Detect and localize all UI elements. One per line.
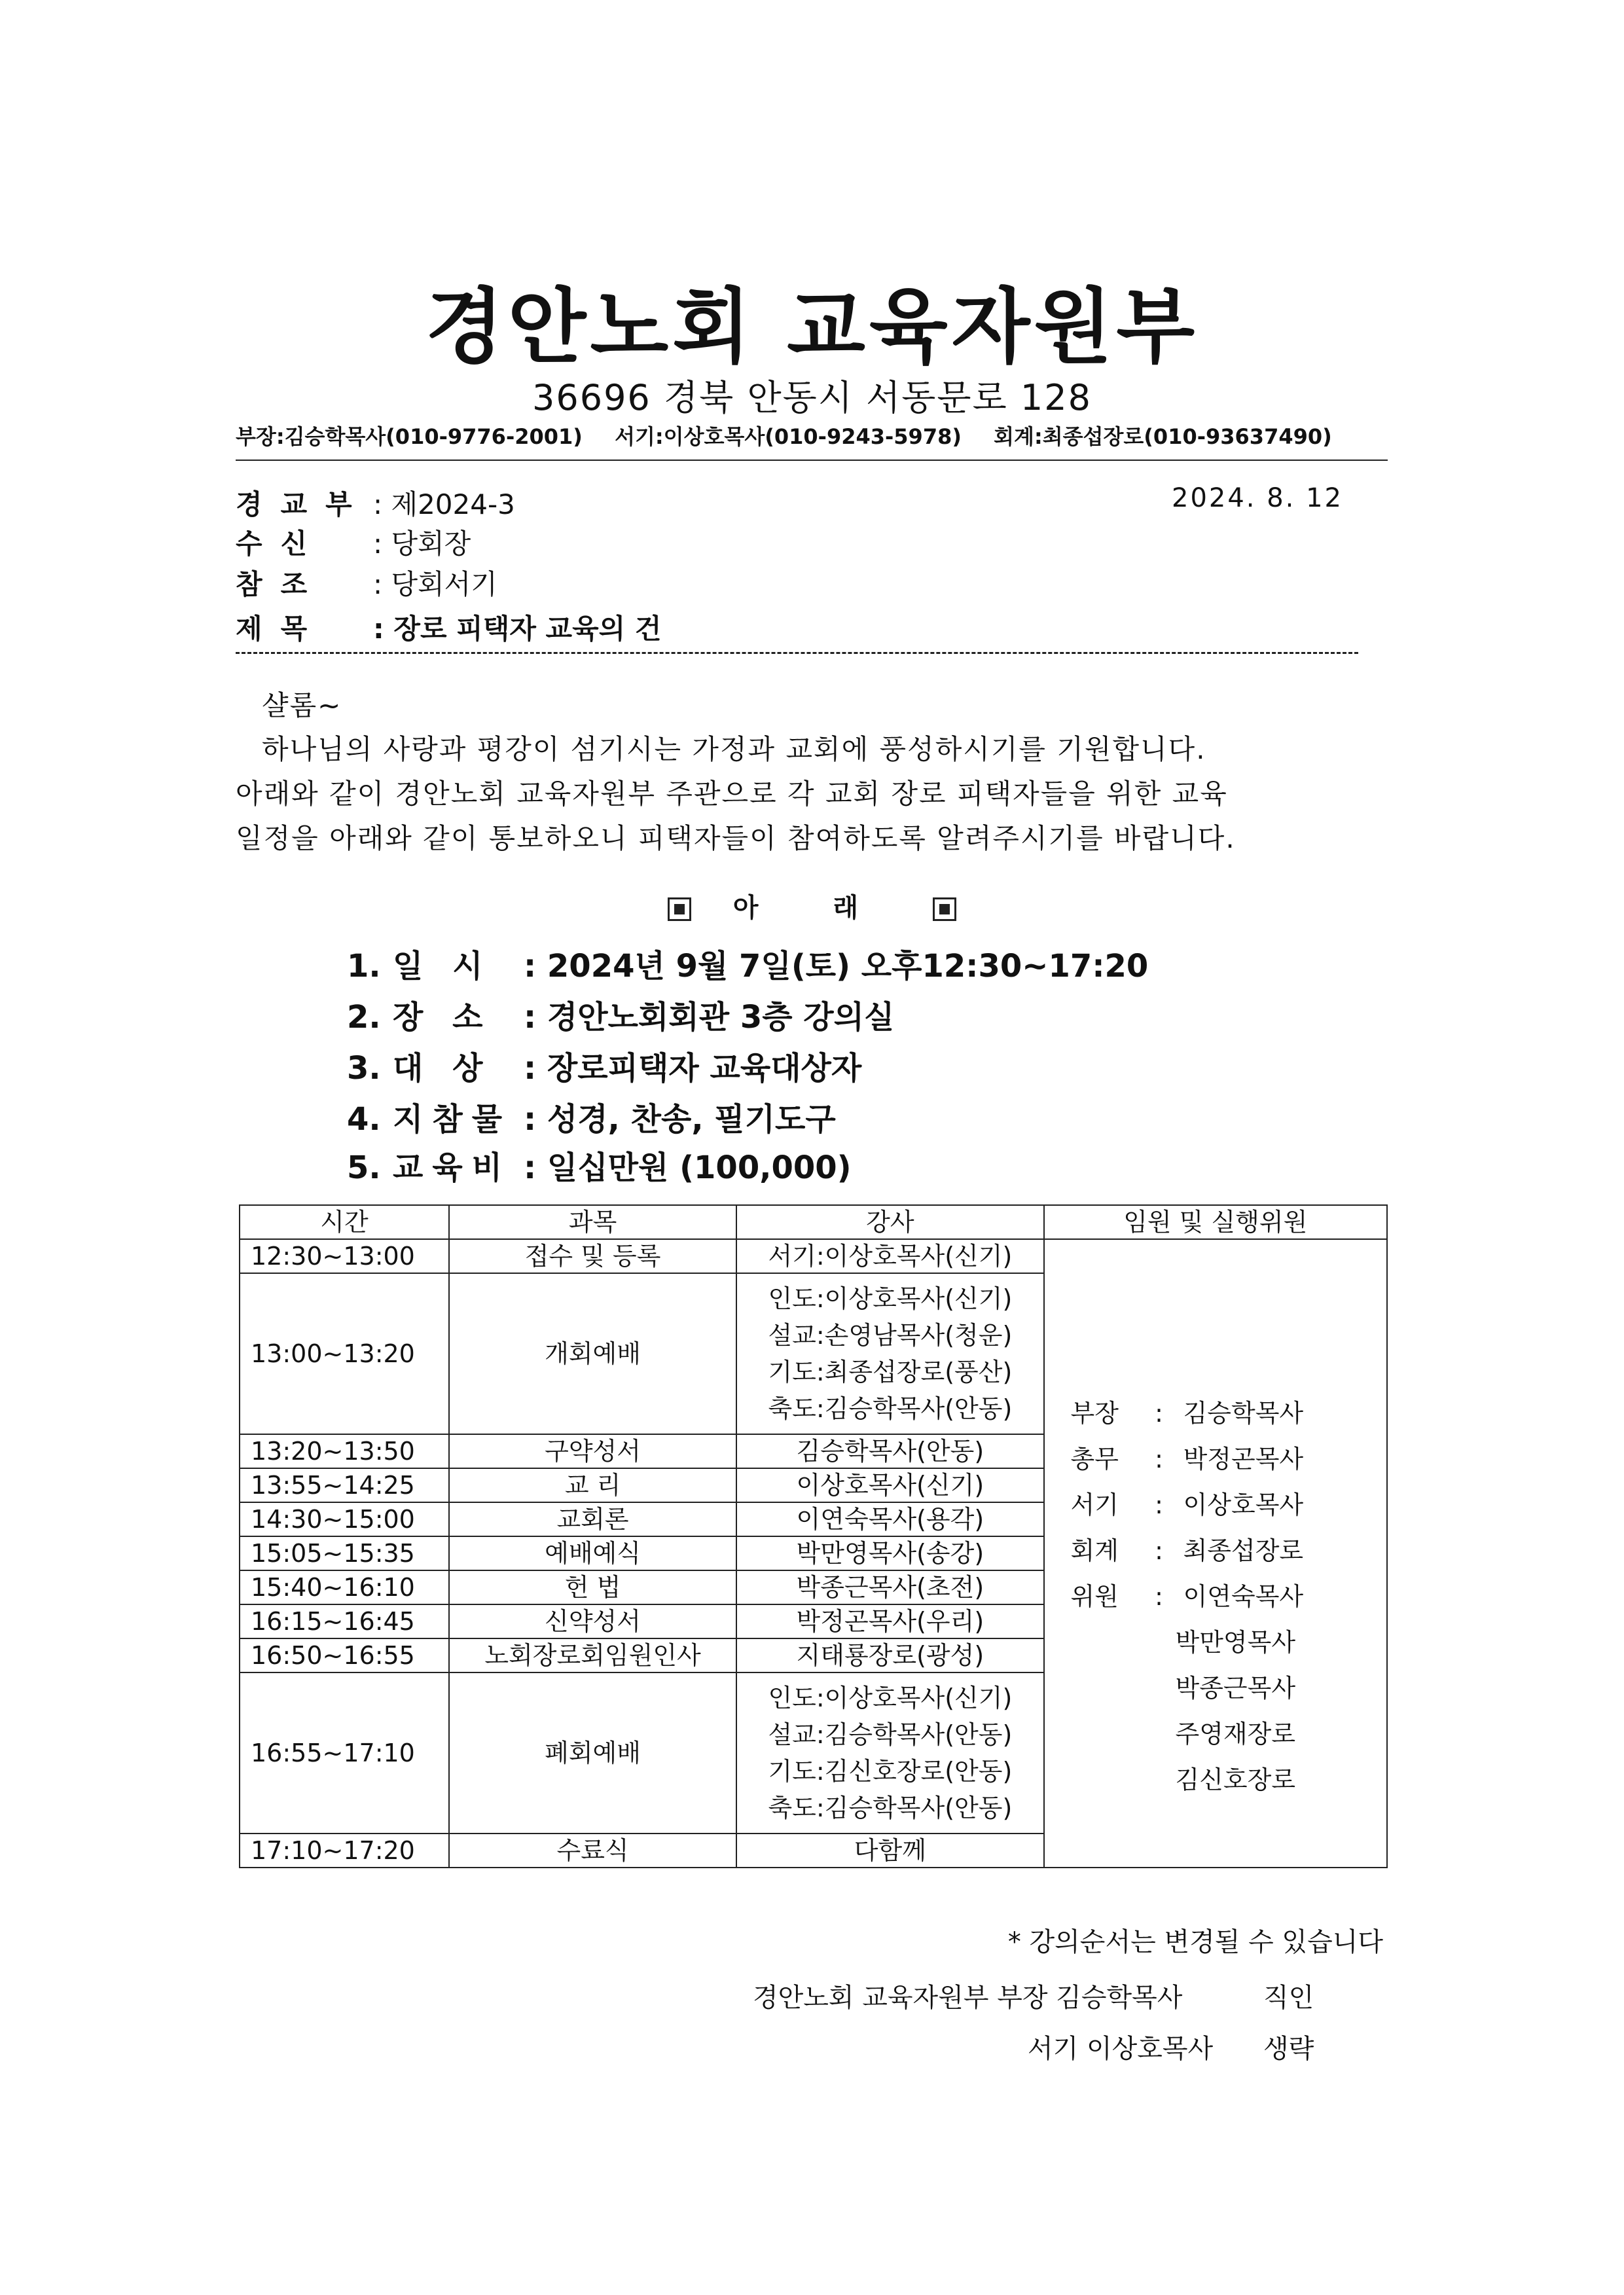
officer-treasurer: 회계 : 최종섭장로: [1071, 1528, 1387, 1574]
contact-treasurer: 회계:최종섭장로(010-93637490): [994, 424, 1332, 449]
item-value: : 2024년 9월 7일(토) 오후12:30~17:20: [524, 948, 1149, 985]
subject-value: : 장로 피택자 교육의 건: [373, 613, 662, 645]
header-subject: 과목: [449, 1205, 736, 1239]
officer-role: 부장: [1070, 1399, 1119, 1428]
row-lecturer: 박종근목사(초전): [736, 1570, 1043, 1604]
letterhead-contacts: [236, 420, 1357, 450]
reference-value: : 당회서기: [373, 568, 497, 600]
signature-seal-1: 직인: [1263, 1983, 1314, 2013]
lecturer-line: 기도:김신호장로(안동): [768, 1757, 1013, 1786]
item-label: 대 상: [393, 1050, 492, 1087]
reference-label: 참조: [236, 568, 326, 600]
officer-member: 주영재장로: [1175, 1720, 1296, 1748]
body-line-3: 일정을 아래와 같이 통보하오니 피택자들이 참여하도록 알려주시기를 바랍니다.: [236, 822, 1236, 854]
officer-name: 이상호목사: [1183, 1491, 1304, 1519]
lecturer-line: 인도:이상호목사(신기): [768, 1284, 1013, 1313]
item-number: 3.: [347, 1050, 381, 1087]
document-date: 2024. 8. 12: [1172, 483, 1344, 513]
row-subject: 교회론: [449, 1502, 736, 1536]
notice-heading-text: 아 래: [732, 893, 892, 923]
row-subject: 수료식: [449, 1834, 736, 1868]
row-time: 13:00~13:20: [240, 1273, 449, 1434]
row-subject: 헌 법: [449, 1570, 736, 1604]
row-lecturer: 박만영목사(송강): [736, 1536, 1043, 1570]
recipient-value: : 당회장: [373, 528, 471, 560]
item-label: 교육비: [393, 1149, 512, 1186]
item-number: 1.: [347, 948, 381, 985]
officer-name: 김승학목사: [1183, 1399, 1304, 1428]
row-time: 13:55~14:25: [240, 1468, 449, 1502]
row-lecturer: 박정곤목사(우리): [736, 1604, 1043, 1638]
row-lecturer: 이연숙목사(용각): [736, 1502, 1043, 1536]
item-label: 일 시: [393, 948, 492, 985]
row-time: 13:20~13:50: [240, 1434, 449, 1468]
officer-general-secretary: 총무 : 박정곤목사: [1071, 1436, 1387, 1482]
subject-field: [236, 607, 661, 647]
header-time: 시간: [240, 1205, 449, 1239]
contact-secretary: 서기:이상호목사(010-9243-5978): [615, 424, 962, 449]
lecturer-line: 설교:손영남목사(청운): [768, 1321, 1013, 1350]
item-value: : 장로피택자 교육대상자: [524, 1050, 862, 1087]
body-line-1: 하나님의 사랑과 평강이 섬기시는 가정과 교회에 풍성하시기를 기원합니다.: [262, 733, 1206, 765]
notice-heading: [0, 887, 1624, 924]
body-greeting: 샬롬~: [262, 689, 342, 721]
subject-label: 제목: [236, 613, 326, 645]
row-lecturer: 지태룡장로(광성): [736, 1638, 1043, 1672]
doc-number-label: 경교부: [236, 488, 370, 520]
lecturer-line: 기도:최종섭장로(풍산): [768, 1358, 1013, 1386]
bullet-box-icon: [933, 897, 956, 921]
officer-role: 위원: [1070, 1582, 1119, 1611]
row-subject: 접수 및 등록: [449, 1239, 736, 1273]
reference-field: [236, 563, 497, 602]
officer-secretary: 서기 : 이상호목사: [1071, 1482, 1387, 1528]
letterhead-address: 36696 경북 안동시 서동문로 128: [532, 377, 1092, 418]
lecturer-line: 축도:김승학목사(안동): [768, 1394, 1013, 1423]
contact-director: 부장:김승학목사(010-9776-2001): [236, 424, 583, 449]
table-row: [240, 1239, 1387, 1273]
officer-member: 김신호장로: [1175, 1765, 1296, 1794]
row-time: 16:55~17:10: [240, 1672, 449, 1834]
row-time: 12:30~13:00: [240, 1239, 449, 1273]
row-subject: 노회장로회임원인사: [449, 1638, 736, 1672]
item-value: : 경안노회회관 3층 강의실: [524, 999, 895, 1036]
signature-line-2: 서기 이상호목사: [1028, 2034, 1214, 2064]
lecturer-line: 축도:김승학목사(안동): [768, 1794, 1013, 1822]
item-label: 장 소: [393, 999, 492, 1036]
officer-member: 박만영목사: [1175, 1628, 1296, 1657]
item-datetime: [347, 941, 1148, 986]
item-number: 5.: [347, 1149, 381, 1186]
row-time: 16:50~16:55: [240, 1638, 449, 1672]
officer-role: 서기: [1070, 1491, 1119, 1519]
officer-role: 총무: [1070, 1445, 1119, 1473]
item-fee: [347, 1142, 852, 1187]
row-subject: 예배예식: [449, 1536, 736, 1570]
header-lecturer: 강사: [736, 1205, 1043, 1239]
body-line-2: 아래와 같이 경안노회 교육자원부 주관으로 각 교회 장로 피택자들을 위한 교육: [236, 778, 1228, 810]
row-subject: 개회예배: [449, 1273, 736, 1434]
item-value: : 일십만원 (100,000): [524, 1149, 852, 1186]
row-subject: 구약성서: [449, 1434, 736, 1468]
schedule-change-note: * 강의순서는 변경될 수 있습니다: [1007, 1927, 1383, 1957]
lecturer-line: 설교:김승학목사(안동): [768, 1720, 1013, 1749]
item-label: 지참물: [393, 1101, 512, 1138]
letterhead-divider: [236, 460, 1388, 461]
item-number: 2.: [347, 999, 381, 1036]
header-officers: 임원 및 실행위원: [1044, 1205, 1388, 1239]
row-lecturer: 서기:이상호목사(신기): [736, 1239, 1043, 1273]
recipient-field: [236, 522, 471, 562]
officer-member: 박종근목사: [1175, 1674, 1296, 1703]
officer-member: 위원 : 이연숙목사: [1071, 1574, 1387, 1619]
officer-name: 박정곤목사: [1183, 1445, 1304, 1473]
officer-name: 최종섭장로: [1183, 1536, 1304, 1565]
row-lecturer: [736, 1672, 1043, 1834]
row-lecturer: 김승학목사(안동): [736, 1434, 1043, 1468]
row-time: 17:10~17:20: [240, 1834, 449, 1868]
doc-number-value: : 제2024-3: [373, 488, 515, 520]
lecturer-line: 인도:이상호목사(신기): [768, 1684, 1013, 1712]
officers-cell: [1044, 1239, 1388, 1868]
officer-director: 부장 : 김승학목사: [1071, 1390, 1387, 1436]
item-location: [347, 992, 894, 1037]
row-lecturer: 이상호목사(신기): [736, 1468, 1043, 1502]
row-time: 15:40~16:10: [240, 1570, 449, 1604]
officer-name: 이연숙목사: [1183, 1582, 1304, 1611]
item-supplies: [347, 1094, 836, 1139]
row-subject: 교 리: [449, 1468, 736, 1502]
row-subject: 폐회예배: [449, 1672, 736, 1834]
doc-number-field: [236, 483, 515, 522]
header-divider: [236, 652, 1358, 654]
item-target: [347, 1043, 861, 1088]
row-time: 14:30~15:00: [240, 1502, 449, 1536]
row-lecturer: [736, 1273, 1043, 1434]
schedule-header-row: [240, 1205, 1387, 1239]
row-subject: 신약성서: [449, 1604, 736, 1638]
row-time: 15:05~15:35: [240, 1536, 449, 1570]
bullet-box-icon: [668, 897, 691, 921]
item-number: 4.: [347, 1101, 381, 1138]
row-lecturer: 다함께: [736, 1834, 1043, 1868]
letterhead-title: 경안노회 교육자원부: [425, 280, 1199, 374]
signature-seal-2: 생략: [1263, 2034, 1314, 2064]
item-value: : 성경, 찬송, 필기도구: [524, 1101, 836, 1138]
schedule-table: [239, 1204, 1388, 1868]
signature-line-1: 경안노회 교육자원부 부장 김승학목사: [753, 1983, 1183, 2013]
row-time: 16:15~16:45: [240, 1604, 449, 1638]
officer-role: 회계: [1070, 1536, 1119, 1565]
recipient-label: 수신: [236, 528, 326, 560]
